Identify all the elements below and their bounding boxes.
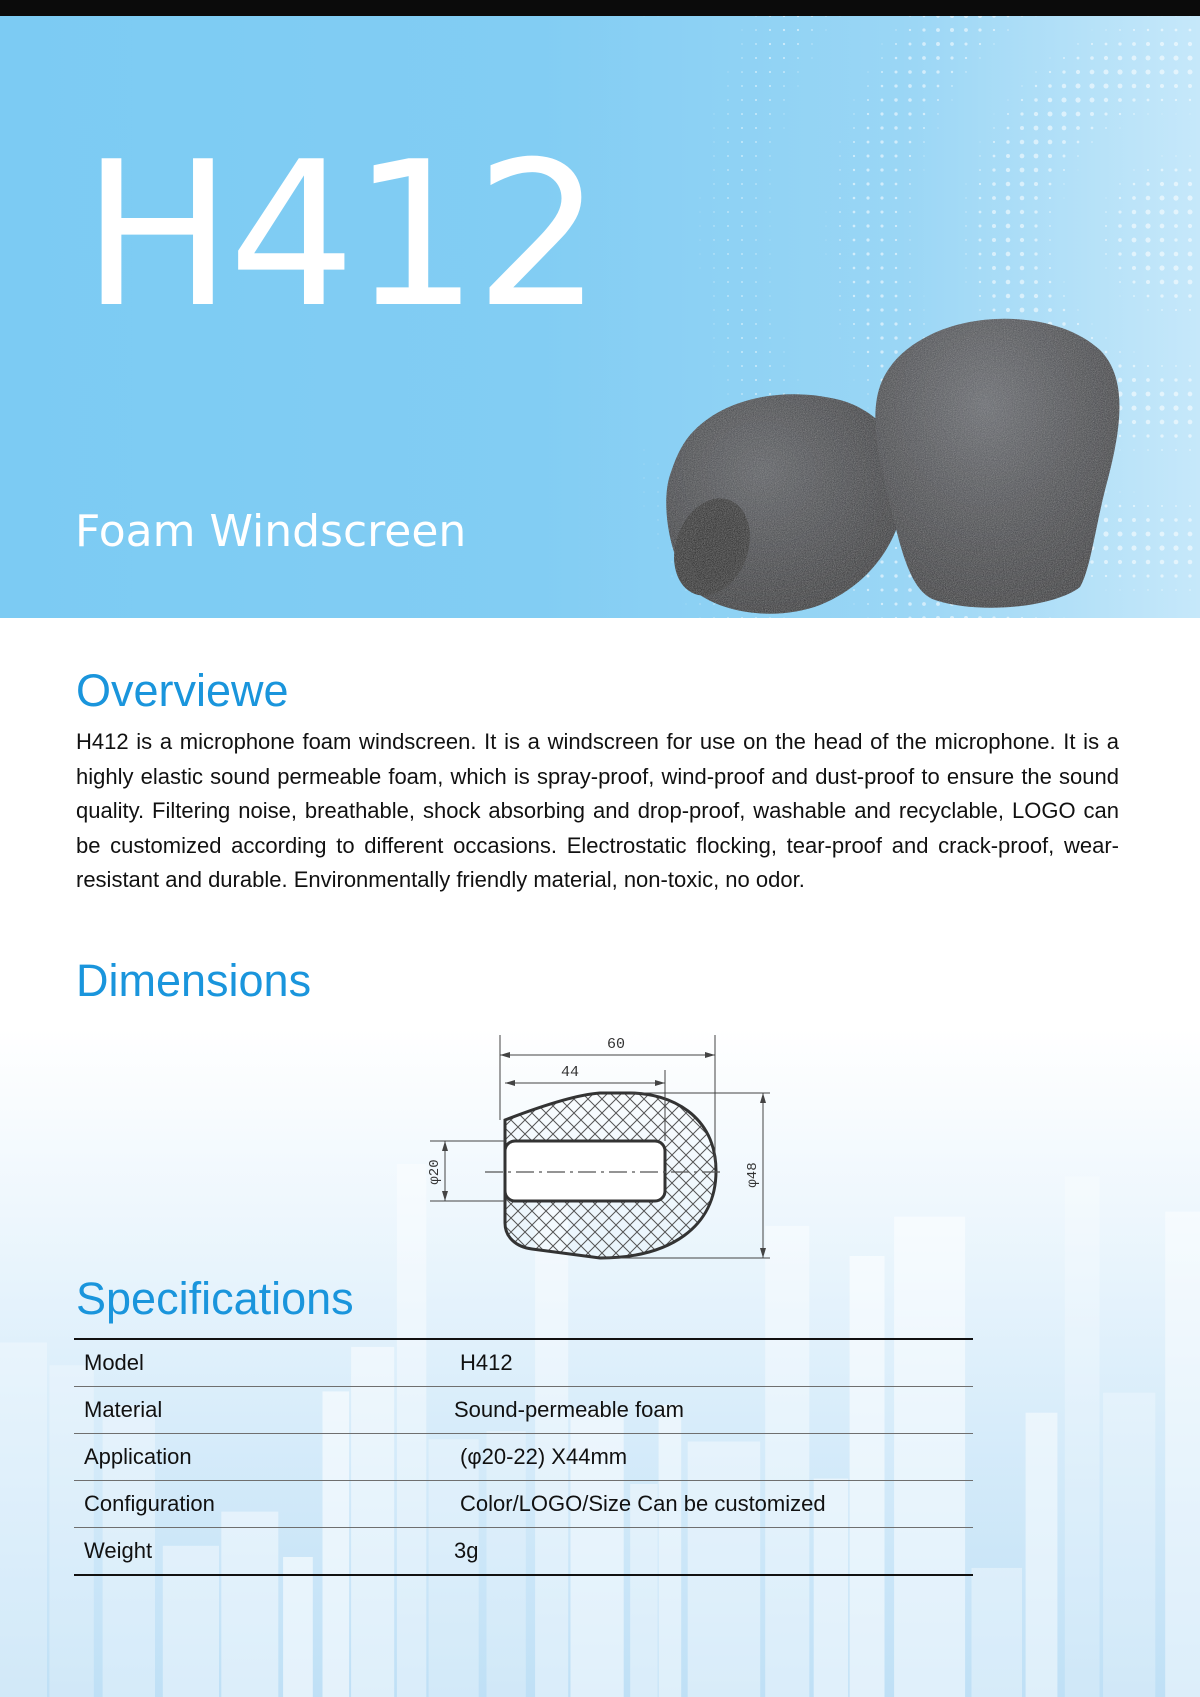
table-row <box>74 1434 973 1481</box>
spec-value-weight: 3g <box>454 1528 973 1576</box>
table-row <box>74 1528 973 1576</box>
spec-value-model: H412 <box>454 1339 973 1387</box>
overview-body: H412 is a microphone foam windscreen. It is a windscreen for use on the head of the microphone. It is a highly elastic sound permeable foam, which is spray-proof, wind-proof and dust-proof to ensure the sound quality. Filtering noise, breathable, shock absorbing and drop-proof, washable and recyclable, LOGO can be customized according to different occasions. Electrostatic flocking, tear-proof and crack-proof, wear-resistant and durable. Environmentally friendly material, non-toxic, no odor. <box>76 729 1119 893</box>
spec-value-configuration: Color/LOGO/Size Can be customized <box>454 1481 973 1528</box>
product-subtitle: Foam Windscreen <box>75 506 467 557</box>
specifications-table <box>74 1338 973 1576</box>
dimensions-heading: Dimensions <box>76 955 312 1006</box>
specifications-heading: Specifications <box>76 1273 354 1324</box>
spec-value-application: (φ20-22) X44mm <box>454 1434 973 1481</box>
spec-key-weight: Weight <box>74 1528 454 1576</box>
dimension-label-60: 60 <box>606 1036 626 1053</box>
spec-key-application: Application <box>74 1434 454 1481</box>
dimension-label-phi20: φ20 <box>427 1159 443 1185</box>
foam-piece-left <box>661 394 905 614</box>
inner-bore <box>505 1141 665 1201</box>
dimension-drawing <box>420 1015 780 1270</box>
dimension-label-44: 44 <box>560 1064 580 1081</box>
table-row <box>74 1481 973 1528</box>
foam-piece-right <box>875 319 1119 608</box>
dimension-label-phi48: φ48 <box>745 1162 761 1188</box>
spec-key-material: Material <box>74 1387 454 1434</box>
spec-key-model: Model <box>74 1339 454 1387</box>
table-row <box>74 1387 973 1434</box>
foam-windscreen-photo <box>650 315 1130 655</box>
product-title: H412 <box>82 119 599 352</box>
table-row <box>74 1339 973 1387</box>
spec-key-configuration: Configuration <box>74 1481 454 1528</box>
overview-heading: Overviewe <box>76 665 289 716</box>
top-black-bar <box>0 0 1200 16</box>
spec-value-material: Sound-permeable foam <box>454 1387 973 1434</box>
